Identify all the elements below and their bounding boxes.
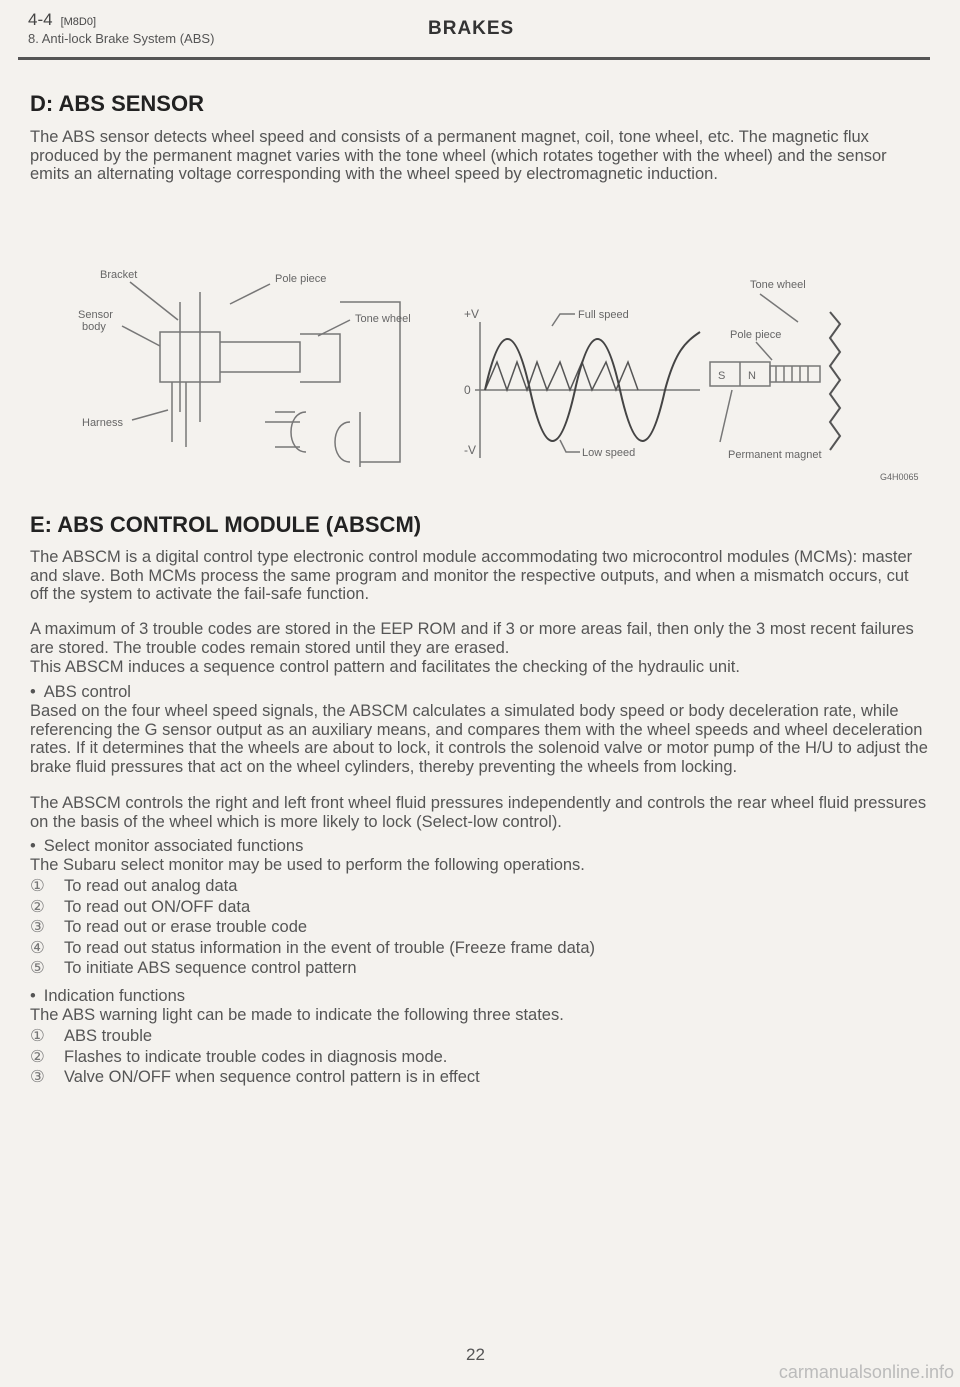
section-code xyxy=(28,10,214,30)
select-monitor-intro: The Subaru select monitor may be used to perform the following operations. xyxy=(30,856,585,874)
indication-heading-text: Indication functions xyxy=(43,987,186,1005)
label-tone-wheel-right: Tone wheel xyxy=(750,279,806,291)
section-code-text: 4-4 xyxy=(28,10,53,29)
subsection-title: 8. Anti-lock Brake System (ABS) xyxy=(28,31,215,46)
section-code-small: [M8D0] xyxy=(60,16,97,28)
label-sensor-body-2: body xyxy=(82,321,106,333)
waveform-axes xyxy=(475,322,700,458)
abs-control-heading-text: ABS control xyxy=(43,683,131,701)
list-item-text: Valve ON/OFF when sequence control pattern is in effect xyxy=(64,1068,480,1086)
list-item xyxy=(30,1068,930,1087)
indication-heading xyxy=(30,987,930,1006)
label-permanent-magnet: Permanent magnet xyxy=(728,449,822,461)
list-item-text: ABS trouble xyxy=(64,1027,153,1045)
list-item-text: To read out status information in the event of trouble (Freeze frame data) xyxy=(64,938,596,957)
list-item-number: ③ xyxy=(30,918,45,936)
list-item-number: ② xyxy=(30,897,45,916)
list-item-text: Flashes to indicate trouble codes in diagnosis mode. xyxy=(64,1047,448,1066)
list-item-text: To read out ON/OFF data xyxy=(64,897,251,916)
page-title: BRAKES xyxy=(428,18,515,39)
list-item-number: ③ xyxy=(30,1068,45,1086)
select-monitor-heading xyxy=(30,837,930,856)
full-speed-wave xyxy=(485,332,700,441)
list-item xyxy=(30,877,930,896)
section-d-text: The ABS sensor detects wheel speed and consists of a permanent magnet, coil, tone wheel, etc. The magnetic flux produced by the permanent magnet varies with the tone wheel (which rotates together with the wheel) and the sensor emits an alternating voltage corresponding with the wheel speed by electromagnetic induction. xyxy=(30,128,887,183)
label-pole-piece-left: Pole piece xyxy=(275,273,327,285)
list-item xyxy=(30,918,930,937)
label-harness: Harness xyxy=(82,417,123,429)
list-item-text: To read out or erase trouble code xyxy=(64,918,308,936)
label-pole-piece-right: Pole piece xyxy=(730,329,782,341)
label-low-speed: Low speed xyxy=(582,447,636,459)
label-minus-v: -V xyxy=(464,443,476,457)
list-item-number: ① xyxy=(30,877,45,895)
section-e-para-3: This ABSCM induces a sequence control pattern and facilitates the checking of the hydraulic unit. xyxy=(30,658,740,676)
indication-list xyxy=(30,1027,930,1087)
section-e-para-2: A maximum of 3 trouble codes are stored in the EEP ROM and if 3 or more areas fail, then only the 3 most recent failures are stored. The trouble codes remain stored until they are erased. xyxy=(30,620,914,657)
list-item-text: To initiate ABS sequence control pattern xyxy=(64,959,357,977)
label-plus-v: +V xyxy=(464,307,480,321)
list-item-number: ① xyxy=(30,1027,45,1045)
sensor-body-outline xyxy=(180,292,200,422)
section-e-para-1: The ABSCM is a digital control type electronic control module accommodating two microcontrol modules (MCMs): master and slave. Both MCMs process the same program and monitor the respective outputs, and when a mismatch occurs, cut off the system to activate the fail-safe function. xyxy=(30,548,913,603)
label-tone-wheel-left: Tone wheel xyxy=(355,313,411,325)
label-s-pole: S xyxy=(718,370,726,382)
list-item-number: ⑤ xyxy=(30,959,45,977)
select-monitor-list xyxy=(30,877,930,978)
abs-control-para-2: The ABSCM controls the right and left front wheel fluid pressures independently and controls the rear wheel fluid pressures on the basis of the wheel which is more likely to lock (Select-low control). xyxy=(30,794,927,831)
low-speed-wave xyxy=(485,362,638,390)
figure-id: G4H0065 xyxy=(880,472,919,482)
list-item-number: ② xyxy=(30,1047,45,1066)
abs-control-heading xyxy=(30,683,930,702)
list-item xyxy=(30,1027,930,1046)
label-bracket: Bracket xyxy=(100,269,138,281)
label-full-speed: Full speed xyxy=(578,309,629,321)
header-divider xyxy=(18,57,930,60)
list-item-number: ④ xyxy=(30,938,45,957)
indication-intro: The ABS warning light can be made to indicate the following three states. xyxy=(30,1006,564,1024)
label-zero: 0 xyxy=(464,383,471,397)
label-n-pole: N xyxy=(748,370,756,382)
list-item xyxy=(30,898,930,917)
list-item xyxy=(30,939,930,958)
watermark: carmanualsonline.info xyxy=(778,1362,954,1382)
harness-wire xyxy=(172,382,186,447)
abs-sensor-figure xyxy=(60,262,940,492)
tone-wheel-right xyxy=(830,312,840,450)
list-item xyxy=(30,959,930,978)
select-monitor-heading-text: Select monitor associated functions xyxy=(43,837,304,855)
list-item xyxy=(30,1048,930,1067)
page-number: 22 xyxy=(466,1345,485,1364)
page-header-left xyxy=(28,10,214,46)
list-item-text: To read out analog data xyxy=(64,877,238,895)
section-d-title: D: ABS SENSOR xyxy=(30,91,204,116)
abs-control-para-1: Based on the four wheel speed signals, the ABSCM calculates a simulated body speed or body deceleration rate, while referencing the G sensor output as an auxiliary means, and compares them with the wheel speeds and wheel deceleration rates. If it determines that the wheels are about to lock, it controls the solenoid valve or motor pump of the H/U to adjust the brake fluid pressures that act on the wheel cylinders, thereby preventing the wheels from locking. xyxy=(30,702,928,776)
pole-piece-rod xyxy=(770,366,820,382)
label-sensor-body-1: Sensor xyxy=(78,309,113,321)
section-e-title: E: ABS CONTROL MODULE (ABSCM) xyxy=(30,512,422,537)
